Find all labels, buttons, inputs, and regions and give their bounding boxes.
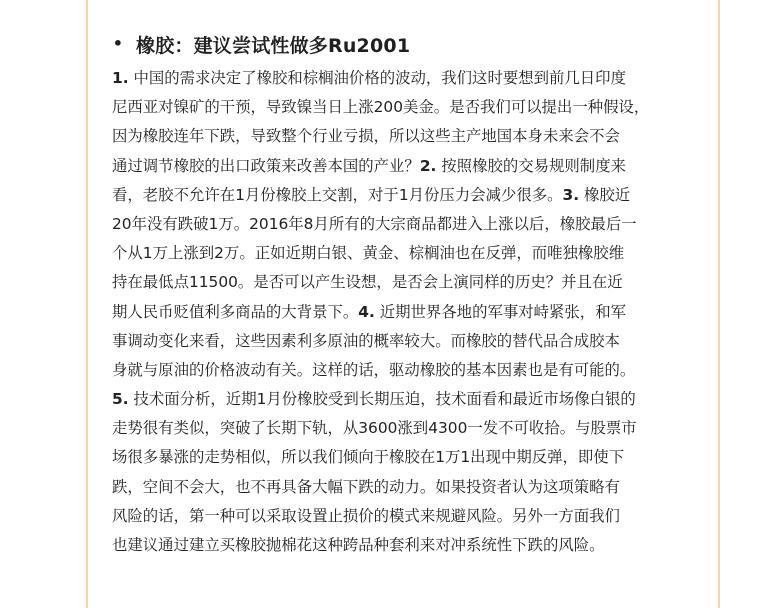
paragraph-line — [112, 531, 712, 560]
paragraph-line — [112, 473, 712, 502]
line-text: 橡胶近 — [579, 185, 631, 204]
paragraph-line — [112, 356, 712, 385]
paragraph-line — [112, 152, 712, 181]
section-title: 橡胶：建议尝试性做多Ru2001 — [136, 34, 411, 57]
paragraph-line — [112, 210, 712, 239]
line-text: 场很多暴涨的走势相似，所以我们倾向于橡胶在1万1出现中期反弹，即使下 — [112, 448, 625, 467]
section-heading — [112, 26, 712, 62]
paragraph-line — [112, 298, 712, 327]
line-text: 也建议通过建立买橡胶抛棉花这种跨品种套利来对冲系统性下跌的风险。 — [112, 536, 605, 554]
document-content — [112, 26, 712, 560]
line-text: 近期世界各地的军事对峙紧张，和军 — [374, 302, 626, 321]
line-text: 身就与原油的价格波动有关。这样的话，驱动橡胶的基本因素也是有可能的。 — [112, 360, 636, 379]
line-text: 期人民币贬值利多商品的大背景下。 — [112, 302, 359, 321]
point-number: 4. — [358, 302, 375, 321]
point-number: 2. — [419, 156, 437, 175]
line-text: 持在最低点11500。是否可以产生设想，是否会上演同样的历史？并且在近 — [112, 273, 623, 292]
line-text: 中国的需求决定了橡胶和棕榈油价格的波动，我们这时要想到前几日印度 — [128, 69, 626, 87]
line-text: 20年没有跌破1万。2016年8月所有的大宗商品都进入上涨以后，橡胶最后一 — [112, 214, 637, 233]
line-text: 看，老胶不允许在1月份橡胶上交割，对于1月份压力会减少很多。 — [112, 185, 563, 204]
paragraph-line — [112, 443, 712, 472]
paragraph-line — [112, 385, 712, 414]
line-text: 按照橡胶的交易规则制度来 — [436, 156, 626, 175]
analysis-paragraph — [112, 64, 712, 560]
line-text: 走势很有类似，突破了长期下轨，从3600涨到4300一发不可收拾。与股票市 — [112, 419, 637, 438]
point-number: 5. — [112, 390, 129, 409]
paragraph-line — [112, 93, 712, 122]
paragraph-line — [112, 414, 712, 443]
line-text: 个从1万上涨到2万。正如近期白银、黄金、棕榈油也在反弹，而唯独橡胶维 — [112, 244, 625, 263]
paragraph-line — [112, 181, 712, 210]
paragraph-line — [112, 502, 712, 531]
paragraph-line — [112, 64, 712, 93]
line-text: 跌，空间不会大，也不再具备大幅下跌的动力。如果投资者认为这项策略有 — [112, 477, 620, 496]
line-text: 事调动变化来看，这些因素利多原油的概率较大。而橡胶的替代品合成胶本 — [112, 331, 620, 350]
paragraph-line — [112, 239, 712, 268]
paragraph-line — [112, 268, 712, 297]
line-text: 尼西亚对镍矿的干预，导致镍当日上涨200美金。是否我们可以提出一种假设， — [112, 98, 650, 117]
point-number: 3. — [562, 185, 580, 204]
paragraph-line — [112, 327, 712, 356]
line-text: 通过调节橡胶的出口政策来改善本国的产业？ — [112, 156, 420, 175]
bullet-icon: • — [112, 34, 124, 53]
paragraph-line — [112, 122, 712, 151]
point-number: 1. — [112, 69, 129, 87]
line-text: 技术面分析，近期1月份橡胶受到长期压迫，技术面看和最近市场像白银的 — [128, 390, 636, 409]
line-text: 因为橡胶连年下跌，导致整个行业亏损，所以这些主产地国本身未来会不会 — [112, 127, 620, 146]
line-text: 风险的话，第一种可以采取设置止损价的模式来规避风险。另外一方面我们 — [112, 506, 620, 525]
